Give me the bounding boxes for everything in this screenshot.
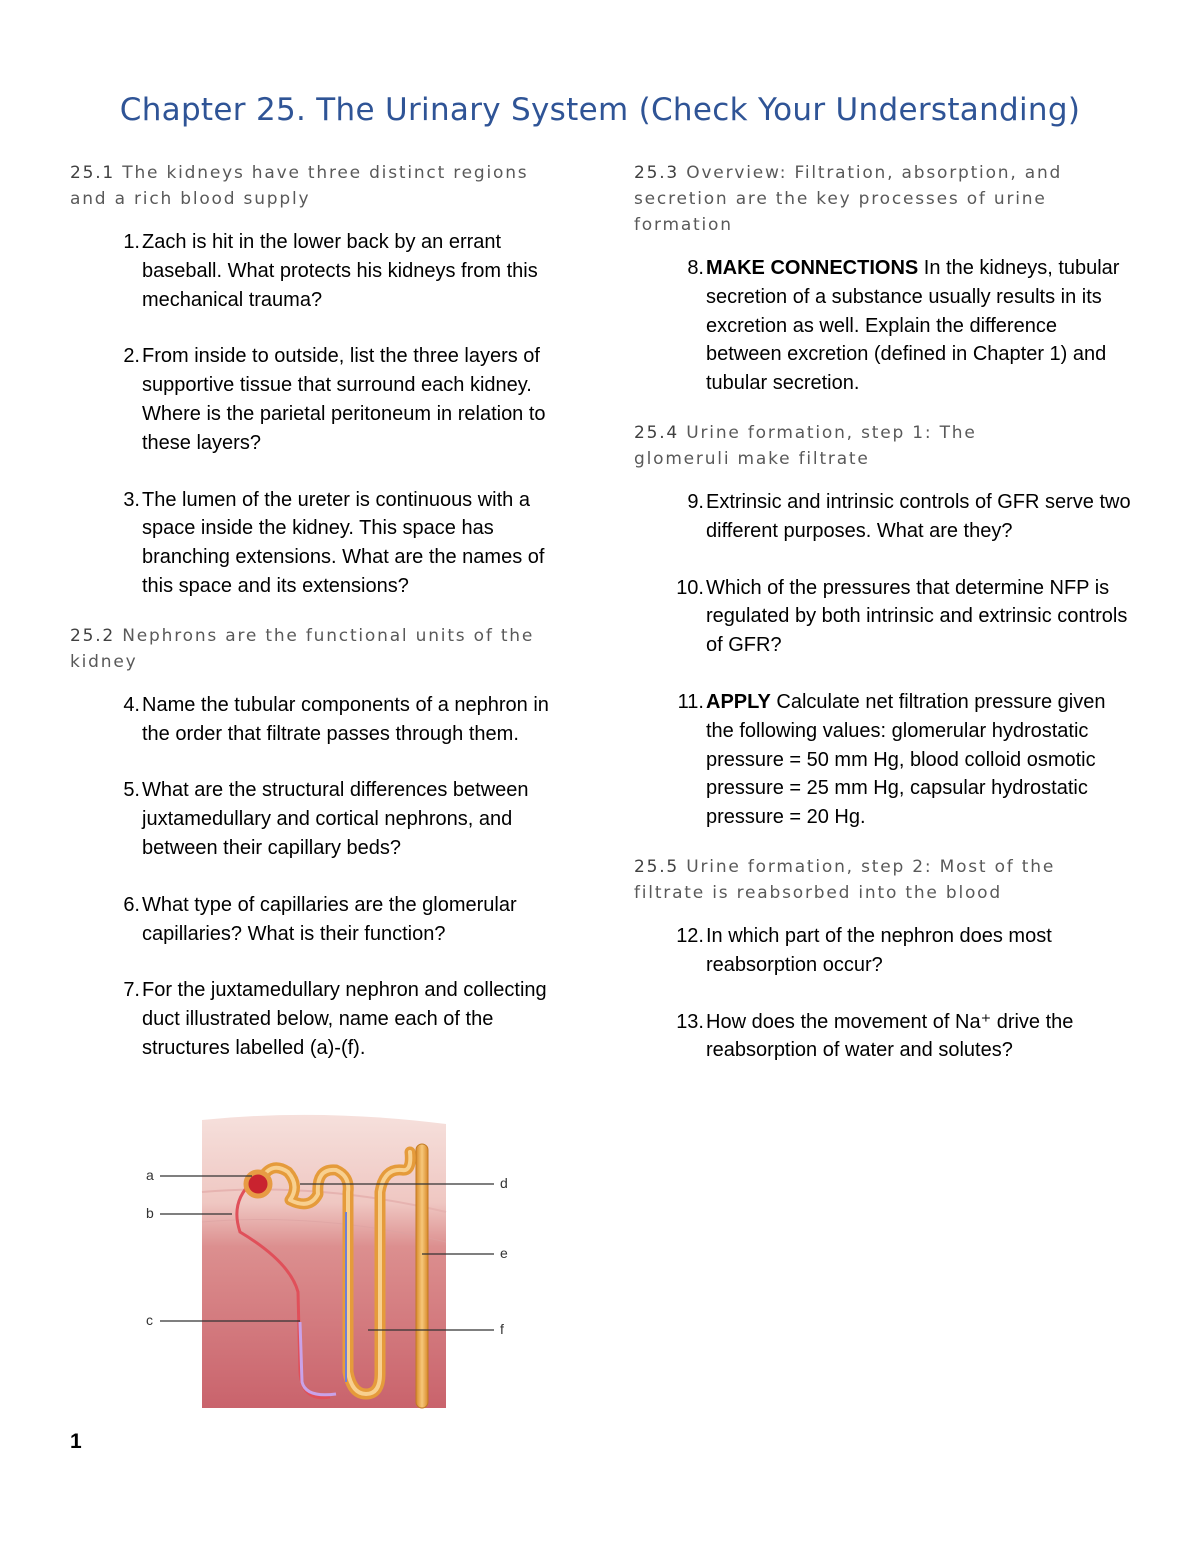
question-item: [634, 922, 1136, 980]
section-number: 25.1: [70, 163, 116, 183]
page-number: 1: [70, 1430, 82, 1453]
question-text: Extrinsic and intrinsic controls of GFR serve two different purposes. What are they?: [706, 490, 1131, 542]
label-a: a: [146, 1167, 154, 1183]
label-e: e: [500, 1245, 508, 1261]
question-number: 7.: [123, 979, 140, 1002]
question-text: How does the movement of Na⁺ drive the reabsorption of water and solutes?: [706, 1010, 1074, 1062]
question-text: In which part of the nephron does most reabsorption occur?: [706, 924, 1052, 976]
section-title: Overview: Filtration, absorption, and secretion are the key processes of urine formation: [634, 163, 1063, 235]
question-text: Name the tubular components of a nephron in the order that filtrate passes through them.: [142, 693, 549, 745]
section-title: Urine formation, step 2: Most of the filtrate is reabsorbed into the blood: [634, 856, 1056, 903]
left-column: [70, 160, 580, 1091]
question-text: Which of the pressures that determine NFP is regulated by both intrinsic and extrinsic controls of GFR?: [706, 576, 1128, 657]
question-text: What are the structural differences between juxtamedullary and cortical nephrons, and between their capillary beds?: [142, 779, 529, 859]
nephron-diagram: [140, 1112, 520, 1412]
label-f: f: [500, 1321, 504, 1337]
section-heading: [70, 623, 550, 675]
question-item: [634, 1008, 1136, 1066]
section-number: 25.5: [634, 856, 680, 877]
question-number: 5.: [123, 779, 140, 802]
question-text: For the juxtamedullary nephron and collecting duct illustrated below, name each of the structures labelled (a)-(f).: [142, 979, 547, 1059]
question-item: [634, 254, 1136, 398]
question-item: [70, 486, 572, 601]
page-title: Chapter 25. The Urinary System (Check Your Understanding): [119, 92, 1081, 128]
question-lead: MAKE CONNECTIONS: [706, 257, 919, 279]
question-item: [634, 688, 1136, 832]
section-title: Nephrons are the functional units of the kidney: [70, 625, 535, 672]
right-column: [634, 160, 1144, 1093]
label-c: c: [146, 1312, 153, 1328]
question-number: 9.: [687, 490, 704, 513]
question-number: 4.: [123, 693, 140, 716]
section-heading: [634, 854, 1074, 906]
question-text: The lumen of the ureter is continuous with a space inside the kidney. This space has branching extensions. What are the names of this space and its extensions?: [142, 488, 545, 597]
question-text: From inside to outside, list the three layers of supportive tissue that surround each kidney. Where is the parietal peritoneum in relation to these layers?: [142, 345, 546, 454]
question-number: 3.: [123, 488, 140, 511]
section-number: 25.3: [634, 163, 680, 183]
label-d: d: [500, 1175, 508, 1191]
question-number: 2.: [123, 345, 140, 368]
question-number: 10.: [676, 576, 704, 599]
section-heading: [634, 160, 1064, 238]
section-title: The kidneys have three distinct regions and a rich blood supply: [70, 163, 529, 209]
question-item: [634, 488, 1136, 546]
question-text: In the kidneys, tubular secretion of a substance usually results in its excretion as well. Explain the difference between excretion (defined in Chapter 1) and tubular secretion.: [706, 257, 1120, 395]
question-number: 12.: [676, 924, 704, 947]
question-text: Zach is hit in the lower back by an errant baseball. What protects his kidneys from this mechanical trauma?: [142, 231, 538, 311]
section-title: Urine formation, step 1: The glomeruli make filtrate: [634, 422, 977, 469]
question-number: 1.: [123, 231, 140, 253]
section-number: 25.4: [634, 422, 680, 443]
question-item: [70, 976, 572, 1062]
question-item: [70, 776, 572, 862]
section-heading: [70, 160, 570, 212]
question-item: [634, 574, 1136, 660]
question-number: 6.: [123, 893, 140, 916]
question-item: [70, 342, 572, 457]
question-item: [70, 891, 572, 949]
section-heading: [634, 420, 1074, 472]
question-lead: APPLY: [706, 690, 771, 713]
question-number: 8.: [687, 257, 704, 279]
question-item: [70, 228, 572, 314]
nephron-illustration: [140, 1112, 520, 1412]
question-text: Calculate net filtration pressure given the following values: glomerular hydrostatic pressure = 50 mm Hg, blood colloid osmotic pressure = 25 mm Hg, capsular hydrostatic pressure = 20 Hg.: [706, 690, 1106, 829]
section-number: 25.2: [70, 625, 116, 646]
question-item: [70, 691, 572, 749]
question-number: 11.: [677, 690, 704, 713]
question-text: What type of capillaries are the glomerular capillaries? What is their function?: [142, 893, 517, 945]
question-number: 13.: [676, 1010, 704, 1033]
label-b: b: [146, 1205, 154, 1221]
